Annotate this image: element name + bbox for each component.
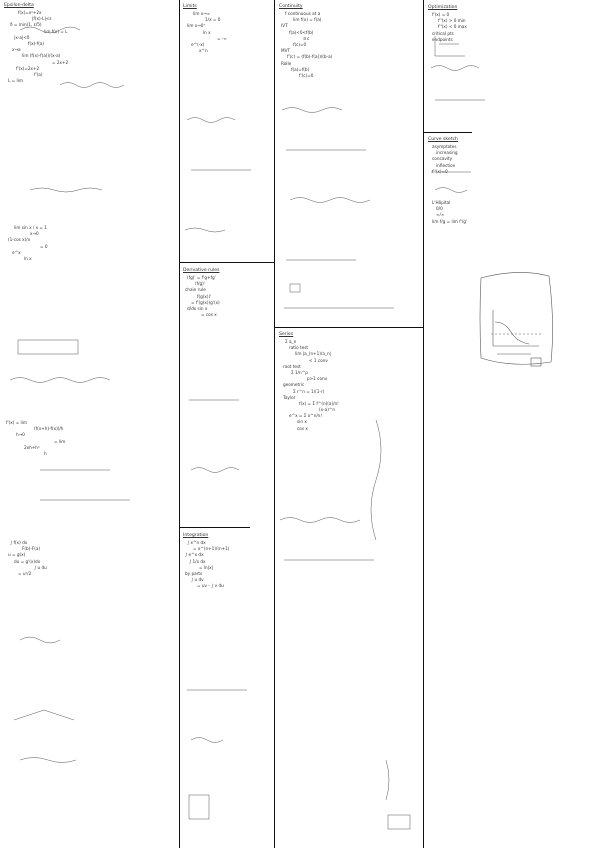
note-line: = u²/2: [18, 570, 32, 576]
note-line: (fg)' = f'g+fg': [187, 275, 216, 280]
column-divider-3: [423, 0, 424, 848]
note-line: Taylor: [283, 394, 296, 400]
note-line: ln x: [24, 255, 32, 261]
note-line: L = lim: [8, 78, 23, 84]
note-line: e^(-x): [191, 41, 205, 47]
note-line: du = g'(x)dx: [14, 558, 41, 564]
note-line: (f(x+h)-f(x))/h: [34, 426, 64, 432]
note-line: lim |a_(n+1)/a_n|: [295, 351, 332, 357]
note-line: f(g(x))': [197, 293, 212, 299]
note-line: ∃ c: [303, 35, 310, 41]
section-title: Derivative rules: [183, 268, 220, 273]
note-line: 2xh+h²: [24, 444, 40, 450]
note-line: (x-a)^n: [319, 407, 335, 413]
note-line: chain rule: [185, 287, 206, 293]
column-3: [276, 0, 422, 848]
note-line: Σ a_n: [285, 339, 297, 344]
note-line: endpoints: [432, 36, 453, 42]
handwriting-scribbles-col3: [276, 0, 422, 848]
note-line: = f'(g(x))g'(x): [191, 299, 220, 305]
note-line: < 1 conv: [309, 357, 328, 363]
note-line: lim sin x / x = 1: [14, 225, 47, 230]
note-line: lim f/g = lim f'/g': [432, 218, 468, 224]
note-line: f(x)=x²+2x: [18, 10, 42, 15]
note-line: critical pts: [432, 30, 454, 36]
note-line: f'(a): [34, 71, 43, 77]
note-line: f''(x) > 0 min: [438, 18, 466, 24]
note-line: f'(x) = lim: [6, 420, 27, 425]
note-line: ∫ e^x dx: [185, 552, 204, 558]
note-line: L'Hôpital: [432, 200, 451, 205]
note-line: = cos x: [201, 312, 217, 318]
note-line: by parts: [185, 570, 203, 576]
note-line: Σ r^n = 1/(1-r): [293, 388, 325, 394]
note-line: (f/g)': [195, 281, 205, 287]
section-title: Optimization: [428, 5, 458, 10]
note-line: |x-a|<δ: [14, 34, 30, 40]
note-line: f'(x) = 0: [432, 12, 450, 17]
note-line: e^x = Σ x^n/n!: [289, 413, 323, 419]
note-line: x→a: [12, 47, 21, 53]
note-line: ∫ x^n dx: [187, 540, 206, 545]
section-title: Integration: [183, 533, 209, 538]
note-line: Rolle: [281, 60, 292, 66]
column-divider-1: [179, 0, 180, 848]
note-line: δ = min(1, ε/5): [10, 22, 42, 28]
section-title: Limits: [183, 4, 197, 9]
note-line: p>1 conv: [307, 376, 328, 382]
note-line: h: [44, 450, 47, 456]
note-line: f(x) = Σ f^(n)(a)/n!: [299, 400, 339, 406]
note-line: geometric: [283, 382, 305, 388]
section-title: Series: [279, 332, 294, 337]
note-line: = x^(n+1)/(n+1): [193, 546, 230, 552]
note-line: ∫ f(x) dx: [10, 540, 28, 545]
note-line: concavity: [432, 156, 453, 162]
note-line: u = g(x): [8, 552, 26, 558]
note-line: MVT: [281, 48, 291, 54]
curve-sketch-figure: [477, 270, 557, 380]
note-line: (1-cos x)/x: [8, 237, 31, 243]
note-line: h→0: [16, 432, 25, 438]
note-line: f(a)<0<f(b): [289, 29, 314, 35]
note-line: lim x→0⁺: [187, 23, 206, 29]
note-line: f(a)=f(b): [291, 66, 310, 72]
note-line: x^n: [199, 48, 208, 54]
note-line: lim x→∞: [193, 11, 211, 16]
note-line: F(b)-F(a): [22, 546, 41, 552]
note-line: = uv - ∫ v du: [197, 583, 224, 589]
note-line: f''(x)=0: [432, 168, 448, 174]
note-line: f(x)-f(a): [28, 40, 45, 46]
note-line: ratio test: [289, 345, 309, 351]
note-line: ∫ u du: [34, 564, 47, 570]
section-title: Curve sketch: [428, 137, 458, 142]
note-line: lim f(x) = f(a): [293, 17, 322, 23]
note-line: root test: [283, 363, 301, 369]
note-line: 0/0: [436, 206, 443, 212]
column-1: [0, 0, 178, 848]
column-4: [425, 0, 600, 848]
note-line: |f(x)-L|<ε: [32, 16, 52, 22]
note-line: increasing: [436, 150, 458, 156]
note-line: f'(c) = (f(b)-f(a))/(b-a): [287, 54, 333, 60]
note-line: Σ 1/n^p: [291, 369, 308, 375]
note-line: = -∞: [217, 35, 227, 41]
note-line: d/dx sin x: [187, 305, 208, 311]
section-title: Epsilon-delta: [4, 3, 34, 8]
note-line: inflection: [436, 162, 456, 168]
note-line: f(c)=0: [293, 41, 307, 47]
column-divider-2: [274, 0, 275, 848]
note-line: f'(x)=2x+2: [16, 65, 40, 71]
note-line: 1/x = 0: [205, 17, 221, 23]
note-line: sin x: [297, 419, 307, 425]
note-line: lim f(x) = L: [44, 28, 68, 34]
note-line: x→0: [30, 231, 39, 237]
note-line: f continuous at a: [285, 11, 321, 16]
note-line: e^x: [12, 249, 21, 255]
section-title: Continuity: [279, 4, 303, 9]
note-line: f'(c)=0: [299, 72, 314, 78]
note-line: cos x: [297, 425, 308, 431]
note-line: = 0: [40, 243, 48, 249]
note-line: = 2x+2: [52, 59, 69, 65]
note-line: IVT: [281, 23, 288, 29]
handwriting-scribbles-col4: [425, 0, 600, 848]
note-line: ln x: [203, 29, 211, 35]
note-line: ∞/∞: [436, 212, 445, 218]
note-line: f''(x) < 0 max: [438, 24, 467, 30]
note-line: = ln|x|: [199, 564, 213, 570]
note-line: ∫ 1/x dx: [189, 558, 206, 564]
note-line: lim (f(x)-f(a))/(x-a): [22, 53, 61, 59]
note-line: ∫ u dv: [191, 577, 204, 583]
note-line: = lim: [54, 438, 66, 444]
note-line: asymptotes: [432, 144, 457, 149]
handwriting-scribbles-col1: [0, 0, 178, 848]
column-2: [181, 0, 273, 848]
handwriting-scribbles-col2: [181, 0, 273, 848]
